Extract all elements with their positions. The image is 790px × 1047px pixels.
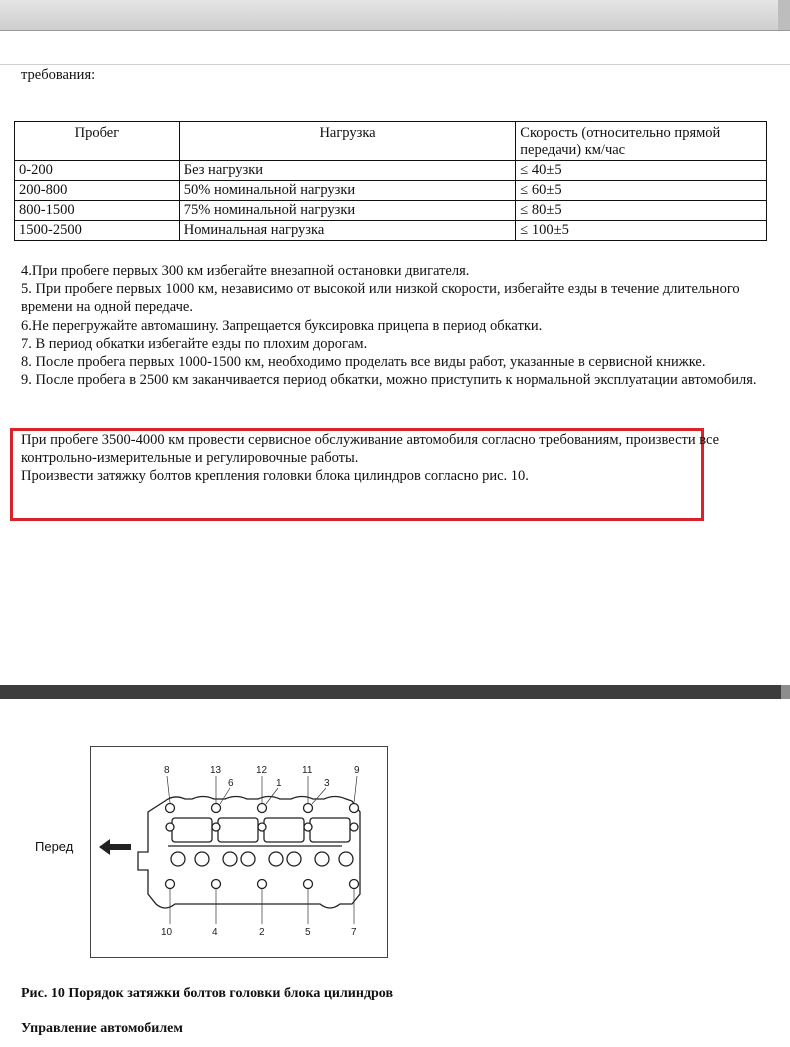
- bolt-label: 7: [351, 927, 357, 938]
- highlighted-paragraph: Произвести затяжку болтов крепления головки блока цилиндров согласно рис. 10.: [21, 468, 529, 485]
- instruction-item: 7. В период обкатки избегайте езды по плохим дорогам.: [21, 335, 368, 352]
- toolbar-scroll-edge: [778, 0, 790, 30]
- instruction-item: 5. При пробеге первых 1000 км, независимо от высокой или низкой скорости, избегайте езды в течение длительного времени на одной передаче.: [21, 281, 740, 316]
- bolt-label: 12: [256, 765, 268, 776]
- bolt-label: 2: [259, 927, 265, 938]
- bolt-label: 1: [276, 778, 282, 789]
- bolt-label: 5: [305, 927, 311, 938]
- cell-speed: ≤ 60±5: [516, 181, 767, 201]
- continuation-text: требования:: [21, 67, 96, 83]
- header-speed: Скорость (относительно прямой передачи) км/час: [516, 122, 767, 161]
- cell-mileage: 200-800: [15, 181, 180, 201]
- figure-caption: Рис. 10 Порядок затяжки болтов головки блока цилиндров: [21, 986, 394, 1001]
- header-load: Нагрузка: [179, 122, 516, 161]
- cylinder-head-figure: [90, 746, 388, 958]
- page-separator-edge: [781, 685, 790, 699]
- cell-load: Номинальная нагрузка: [179, 221, 516, 241]
- bolt-label: 3: [324, 778, 330, 789]
- cylinder-head-diagram: [90, 746, 388, 958]
- cell-speed: ≤ 80±5: [516, 201, 767, 221]
- bolt-label: 9: [354, 765, 360, 776]
- document-page-1: [0, 65, 790, 685]
- instruction-item: 8. После пробега первых 1000-1500 км, необходимо проделать все виды работ, указанные в сервисной книжке.: [21, 354, 706, 371]
- front-arrow-icon: [99, 839, 133, 855]
- cell-mileage: 0-200: [15, 161, 180, 181]
- highlighted-paragraph: При пробеге 3500-4000 км провести сервисное обслуживание автомобиля согласно требованиям, произвести все контрольно-измерительные и регулировочные работы.: [21, 432, 720, 467]
- viewer-toolbar: [0, 0, 790, 31]
- bolt-label: 8: [164, 765, 170, 776]
- instruction-item: 6.Не перегружайте автомашину. Запрещается буксировка прицепа в период обкатки.: [21, 317, 543, 334]
- cell-load: Без нагрузки: [179, 161, 516, 181]
- document-page-2: [0, 699, 790, 1047]
- cell-speed: ≤ 40±5: [516, 161, 767, 181]
- bolt-label: 4: [212, 927, 218, 938]
- table-header-row: [15, 122, 767, 161]
- table-row: [15, 161, 767, 181]
- table-row: [15, 181, 767, 201]
- cell-load: 75% номинальной нагрузки: [179, 201, 516, 221]
- front-direction-label: Перед: [35, 839, 74, 854]
- bolt-label: 11: [302, 765, 313, 776]
- instruction-item: 9. После пробега в 2500 км заканчивается период обкатки, можно приступить к нормальной эксплуатации автомобиля.: [21, 372, 757, 389]
- table-row: [15, 201, 767, 221]
- break-in-instructions: [21, 262, 761, 389]
- page-separator: [0, 685, 790, 699]
- cell-mileage: 800-1500: [15, 201, 180, 221]
- header-mileage: Пробег: [15, 122, 180, 161]
- cell-mileage: 1500-2500: [15, 221, 180, 241]
- highlighted-instructions: [21, 431, 721, 486]
- section-title: Управление автомобилем: [21, 1021, 183, 1036]
- table-row: [15, 221, 767, 241]
- bolt-label: 13: [210, 765, 222, 776]
- bolt-label: 6: [228, 778, 234, 789]
- bolt-label: 10: [161, 927, 173, 938]
- cell-load: 50% номинальной нагрузки: [179, 181, 516, 201]
- break-in-table: [14, 121, 767, 241]
- instruction-item: 4.При пробеге первых 300 км избегайте внезапной остановки двигателя.: [21, 263, 470, 279]
- cell-speed: ≤ 100±5: [516, 221, 767, 241]
